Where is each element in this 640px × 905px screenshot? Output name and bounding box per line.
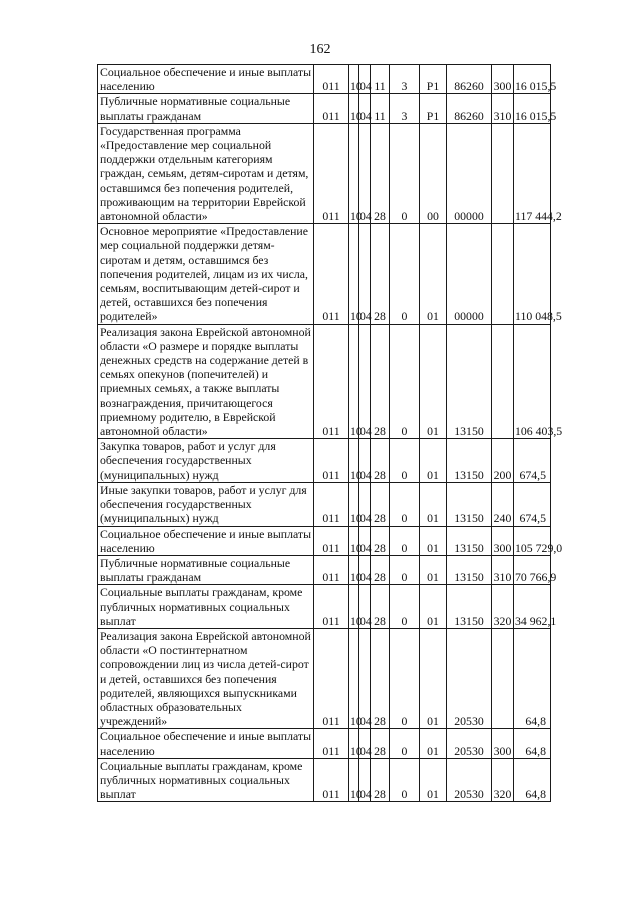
- activity-code: P1: [420, 94, 447, 123]
- line-item-name: Публичные нормативные социальные выплаты гражданам: [98, 94, 314, 123]
- activity-code: 01: [420, 224, 447, 324]
- line-item-name: Публичные нормативные социальные выплаты гражданам: [98, 555, 314, 584]
- direction-code: 86260: [447, 94, 492, 123]
- activity-code: 01: [420, 482, 447, 526]
- amount: 110 048,5: [514, 224, 551, 324]
- subsection-code: 04: [359, 526, 371, 555]
- direction-code: 20530: [447, 628, 492, 728]
- admin-code: 011: [314, 585, 349, 629]
- activity-code: 00: [420, 123, 447, 223]
- line-item-name: Социальное обеспечение и иные выплаты населению: [98, 526, 314, 555]
- section-code: 10: [349, 758, 359, 802]
- table-row: [98, 628, 551, 728]
- line-item-name: Социальное обеспечение и иные выплаты населению: [98, 729, 314, 758]
- direction-code: 13150: [447, 482, 492, 526]
- section-code: 10: [349, 439, 359, 483]
- expense-type-code: [492, 628, 514, 728]
- amount: 674,5: [514, 482, 551, 526]
- direction-code: 13150: [447, 555, 492, 584]
- activity-code: 01: [420, 439, 447, 483]
- table-row: [98, 94, 551, 123]
- table-row: [98, 224, 551, 324]
- subprogram-code: 0: [390, 526, 420, 555]
- direction-code: 13150: [447, 585, 492, 629]
- subprogram-code: 0: [390, 628, 420, 728]
- activity-code: 01: [420, 585, 447, 629]
- expense-type-code: 320: [492, 758, 514, 802]
- budget-table: [97, 64, 563, 802]
- table-row: [98, 585, 551, 629]
- expense-type-code: [492, 324, 514, 439]
- amount: 117 444,2: [514, 123, 551, 223]
- amount: 16 015,5: [514, 65, 551, 94]
- direction-code: 00000: [447, 224, 492, 324]
- program-code: 28: [371, 123, 390, 223]
- subprogram-code: 0: [390, 758, 420, 802]
- direction-code: 86260: [447, 65, 492, 94]
- table-row: [98, 324, 551, 439]
- direction-code: 20530: [447, 729, 492, 758]
- program-code: 28: [371, 324, 390, 439]
- program-code: 28: [371, 224, 390, 324]
- table-row: [98, 65, 551, 94]
- subsection-code: 04: [359, 482, 371, 526]
- table-body: [98, 65, 563, 802]
- admin-code: 011: [314, 758, 349, 802]
- table-row: [98, 555, 551, 584]
- amount: 105 729,0: [514, 526, 551, 555]
- expense-type-code: 240: [492, 482, 514, 526]
- expense-type-code: 200: [492, 439, 514, 483]
- subsection-code: 04: [359, 758, 371, 802]
- program-code: 11: [371, 94, 390, 123]
- line-item-name: Реализация закона Еврейской автономной области «О постинтернатном сопровождении лиц из числа детей-сирот и детей, оставшихся без попечения родителей, являющихся выпускниками областных образовательных учреждений»: [98, 628, 314, 728]
- subprogram-code: 0: [390, 482, 420, 526]
- program-code: 28: [371, 628, 390, 728]
- amount: 70 766,9: [514, 555, 551, 584]
- program-code: 28: [371, 555, 390, 584]
- subprogram-code: 0: [390, 439, 420, 483]
- admin-code: 011: [314, 324, 349, 439]
- admin-code: 011: [314, 439, 349, 483]
- amount: 16 015,5: [514, 94, 551, 123]
- activity-code: 01: [420, 729, 447, 758]
- program-code: 28: [371, 526, 390, 555]
- section-code: 10: [349, 585, 359, 629]
- subprogram-code: 0: [390, 729, 420, 758]
- section-code: 10: [349, 94, 359, 123]
- section-code: 10: [349, 729, 359, 758]
- activity-code: 01: [420, 526, 447, 555]
- program-code: 28: [371, 482, 390, 526]
- line-item-name: Государственная программа «Предоставление мер социальной поддержки отдельным категориям граждан, семьям, детям-сиротам и детям, оставшимся без попечения родителей, проживающим на территории Еврейской автономной области»: [98, 123, 314, 223]
- table-row: [98, 758, 551, 802]
- subsection-code: 04: [359, 729, 371, 758]
- page-number: 162: [309, 42, 331, 57]
- subprogram-code: 0: [390, 324, 420, 439]
- table-row: [98, 123, 551, 223]
- subsection-code: 04: [359, 585, 371, 629]
- expense-type-code: 320: [492, 585, 514, 629]
- activity-code: 01: [420, 758, 447, 802]
- direction-code: 13150: [447, 324, 492, 439]
- line-item-name: Основное мероприятие «Предоставление мер социальной поддержки детям-сиротам и детям, оставшимся без попечения родителей, лицам из их числа, семьям, воспитывающим детей-сирот и детей, оставшихся без попечения родителей»: [98, 224, 314, 324]
- subsection-code: 04: [359, 65, 371, 94]
- admin-code: 011: [314, 729, 349, 758]
- amount: 106 403,5: [514, 324, 551, 439]
- table-row: [98, 439, 551, 483]
- section-code: 10: [349, 555, 359, 584]
- admin-code: 011: [314, 94, 349, 123]
- subprogram-code: 3: [390, 65, 420, 94]
- admin-code: 011: [314, 482, 349, 526]
- expense-type-code: [492, 224, 514, 324]
- admin-code: 011: [314, 123, 349, 223]
- program-code: 28: [371, 585, 390, 629]
- direction-code: 00000: [447, 123, 492, 223]
- activity-code: 01: [420, 324, 447, 439]
- subsection-code: 04: [359, 555, 371, 584]
- line-item-name: Социальные выплаты гражданам, кроме публичных нормативных социальных выплат: [98, 758, 314, 802]
- direction-code: 13150: [447, 439, 492, 483]
- expense-type-code: 300: [492, 729, 514, 758]
- line-item-name: Социальное обеспечение и иные выплаты населению: [98, 65, 314, 94]
- activity-code: 01: [420, 555, 447, 584]
- section-code: 10: [349, 628, 359, 728]
- expense-type-code: [492, 123, 514, 223]
- subsection-code: 04: [359, 324, 371, 439]
- section-code: 10: [349, 526, 359, 555]
- subsection-code: 04: [359, 439, 371, 483]
- subprogram-code: 0: [390, 123, 420, 223]
- subsection-code: 04: [359, 94, 371, 123]
- expense-type-code: 300: [492, 65, 514, 94]
- line-item-name: Реализация закона Еврейской автономной области «О размере и порядке выплаты денежных средств на содержание детей в семьях опекунов (попечителей) и приемных семьях, а также выплаты вознаграждения, причитающегося приемному родителю, в Еврейской автономной области»: [98, 324, 314, 439]
- line-item-name: Социальные выплаты гражданам, кроме публичных нормативных социальных выплат: [98, 585, 314, 629]
- section-code: 10: [349, 224, 359, 324]
- amount: 34 962,1: [514, 585, 551, 629]
- table-row: [98, 526, 551, 555]
- admin-code: 011: [314, 65, 349, 94]
- line-item-name: Закупка товаров, работ и услуг для обеспечения государственных (муниципальных) нужд: [98, 439, 314, 483]
- amount: 64,8: [514, 758, 551, 802]
- section-code: 10: [349, 324, 359, 439]
- table-row: [98, 482, 551, 526]
- section-code: 10: [349, 65, 359, 94]
- direction-code: 20530: [447, 758, 492, 802]
- admin-code: 011: [314, 224, 349, 324]
- subprogram-code: 0: [390, 555, 420, 584]
- program-code: 11: [371, 65, 390, 94]
- admin-code: 011: [314, 555, 349, 584]
- subsection-code: 04: [359, 628, 371, 728]
- expense-type-code: 300: [492, 526, 514, 555]
- direction-code: 13150: [447, 526, 492, 555]
- subprogram-code: 3: [390, 94, 420, 123]
- program-code: 28: [371, 439, 390, 483]
- amount: 674,5: [514, 439, 551, 483]
- activity-code: 01: [420, 628, 447, 728]
- table-row: [98, 729, 551, 758]
- amount: 64,8: [514, 628, 551, 728]
- subprogram-code: 0: [390, 585, 420, 629]
- amount: 64,8: [514, 729, 551, 758]
- subprogram-code: 0: [390, 224, 420, 324]
- admin-code: 011: [314, 628, 349, 728]
- line-item-name: Иные закупки товаров, работ и услуг для обеспечения государственных (муниципальных) нужд: [98, 482, 314, 526]
- expense-type-code: 310: [492, 555, 514, 584]
- activity-code: P1: [420, 65, 447, 94]
- expense-type-code: 310: [492, 94, 514, 123]
- program-code: 28: [371, 758, 390, 802]
- section-code: 10: [349, 123, 359, 223]
- subsection-code: 04: [359, 224, 371, 324]
- section-code: 10: [349, 482, 359, 526]
- program-code: 28: [371, 729, 390, 758]
- admin-code: 011: [314, 526, 349, 555]
- subsection-code: 04: [359, 123, 371, 223]
